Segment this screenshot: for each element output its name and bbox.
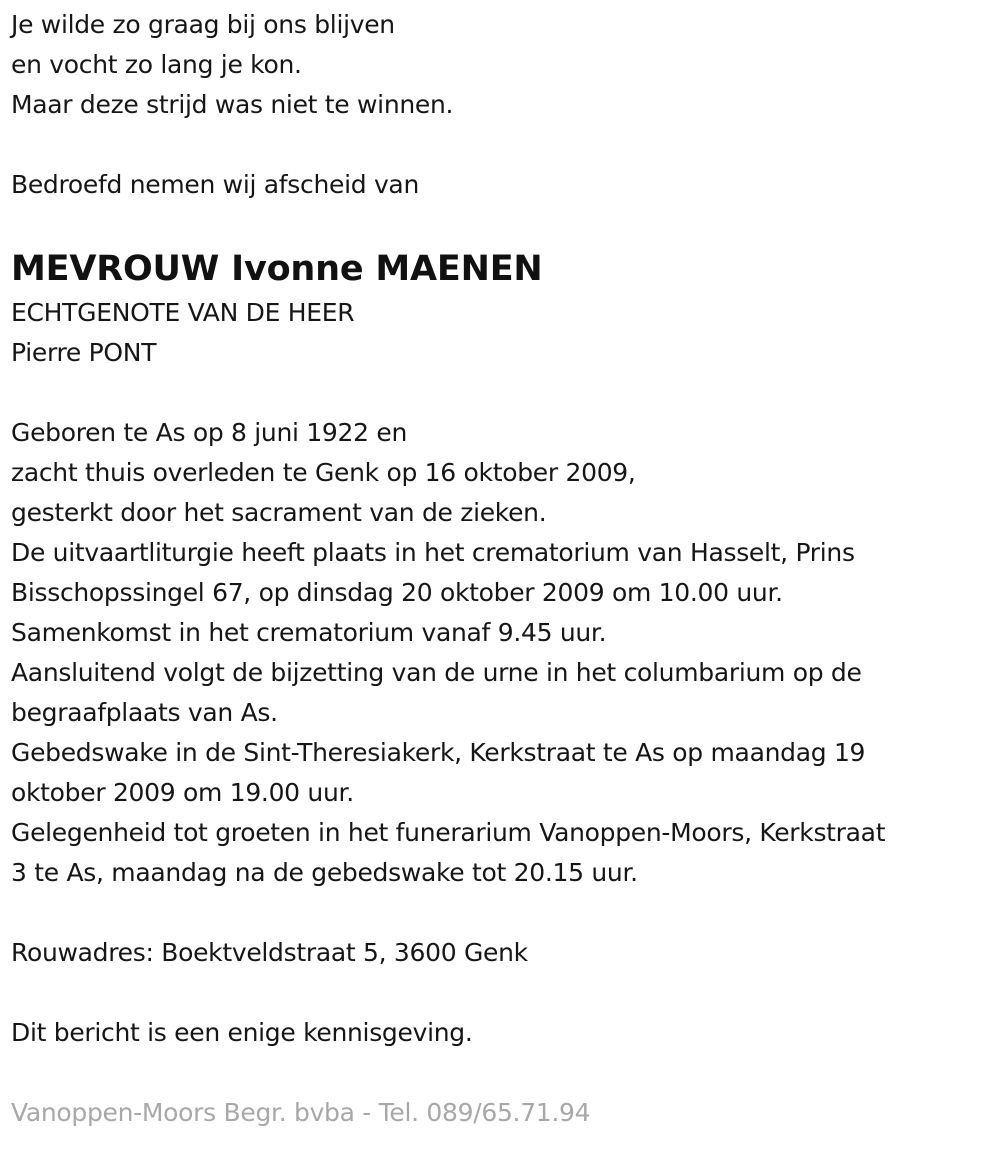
detail-line: 3 te As, maandag na de gebedswake tot 20.15 uur. xyxy=(11,858,638,887)
obituary-notice xyxy=(11,5,991,1133)
detail-line: zacht thuis overleden te Genk op 16 oktober 2009, xyxy=(11,458,636,487)
spacer xyxy=(11,373,991,413)
detail-line: Samenkomst in het crematorium vanaf 9.45 uur. xyxy=(11,618,607,647)
spacer xyxy=(11,125,991,165)
poem-line: en vocht zo lang je kon. xyxy=(11,50,302,79)
detail-line: Geboren te As op 8 juni 1922 en xyxy=(11,418,408,447)
spacer xyxy=(11,973,991,1013)
detail-line: De uitvaartliturgie heeft plaats in het crematorium van Hasselt, Prins xyxy=(11,538,855,567)
deceased-name: MEVROUW Ivonne MAENEN xyxy=(11,249,543,289)
mourning-address: Rouwadres: Boektveldstraat 5, 3600 Genk xyxy=(11,938,528,967)
detail-line: Bisschopssingel 67, op dinsdag 20 oktober 2009 om 10.00 uur. xyxy=(11,578,783,607)
poem-line: Maar deze strijd was niet te winnen. xyxy=(11,90,454,119)
detail-line: oktober 2009 om 19.00 uur. xyxy=(11,778,354,807)
spacer xyxy=(11,893,991,933)
spacer xyxy=(11,1053,991,1093)
notice-text: Dit bericht is een enige kennisgeving. xyxy=(11,1018,473,1047)
relation-text: ECHTGENOTE VAN DE HEER xyxy=(11,298,355,327)
detail-line: begraafplaats van As. xyxy=(11,698,278,727)
detail-line: Gelegenheid tot groeten in het funerarium Vanoppen-Moors, Kerkstraat xyxy=(11,818,886,847)
detail-line: Gebedswake in de Sint-Theresiakerk, Kerkstraat te As op maandag 19 xyxy=(11,738,866,767)
detail-line: Aansluitend volgt de bijzetting van de urne in het columbarium op de xyxy=(11,658,862,687)
funeral-details xyxy=(11,413,991,893)
intro-text: Bedroefd nemen wij afscheid van xyxy=(11,170,419,199)
detail-line: gesterkt door het sacrament van de zieken. xyxy=(11,498,547,527)
spouse-name: Pierre PONT xyxy=(11,338,157,367)
funeral-home-footer: Vanoppen-Moors Begr. bvba - Tel. 089/65.71.94 xyxy=(11,1098,591,1127)
poem xyxy=(11,5,991,125)
spacer xyxy=(11,205,991,245)
poem-line: Je wilde zo graag bij ons blijven xyxy=(11,10,395,39)
